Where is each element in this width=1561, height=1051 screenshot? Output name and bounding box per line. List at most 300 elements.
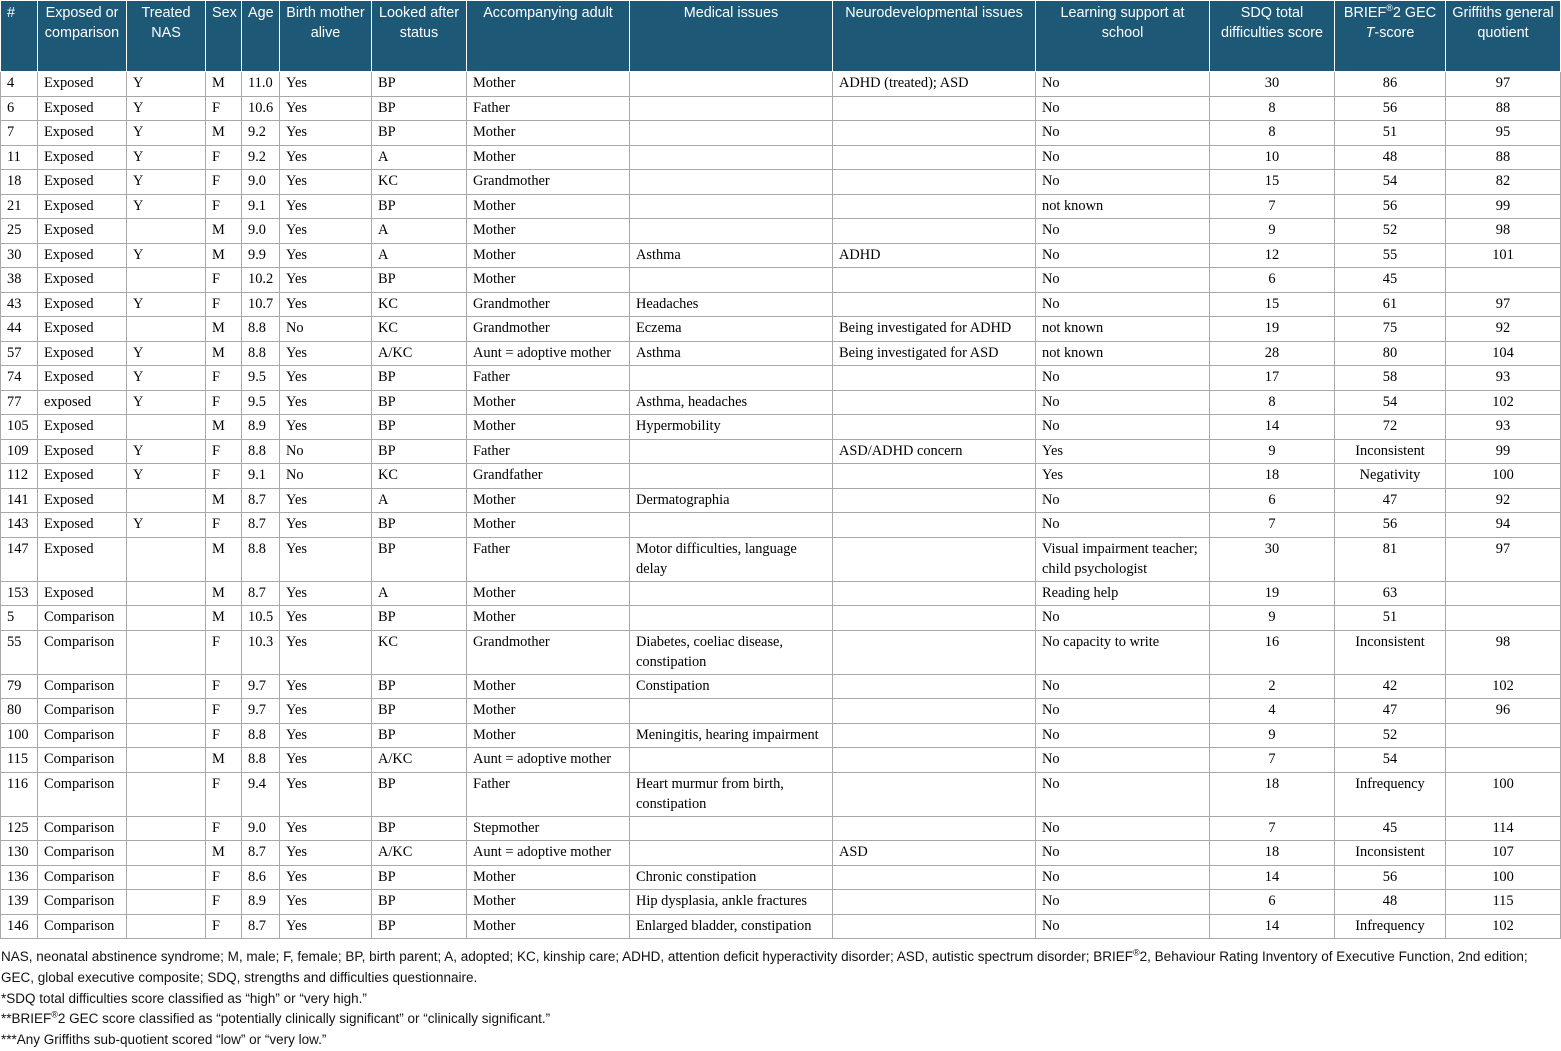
cell-group: Exposed	[38, 513, 127, 538]
cell-age: 8.6	[242, 865, 280, 890]
cell-brief-score: Inconsistent	[1335, 841, 1446, 866]
cell-treated-nas: Y	[127, 390, 206, 415]
cell-medical-issues	[630, 464, 833, 489]
cell-participant-id: 43	[1, 292, 38, 317]
cell-age: 10.7	[242, 292, 280, 317]
cell-sex: F	[206, 439, 242, 464]
cell-treated-nas: Y	[127, 96, 206, 121]
cell-birth-mother-alive: Yes	[280, 194, 372, 219]
cell-looked-after-status: BP	[372, 513, 467, 538]
cell-griffiths-quotient: 100	[1446, 772, 1561, 816]
cell-medical-issues	[630, 145, 833, 170]
cell-griffiths-quotient: 95	[1446, 121, 1561, 146]
cell-learning-support: No	[1036, 772, 1210, 816]
cell-medical-issues	[630, 366, 833, 391]
cell-birth-mother-alive: Yes	[280, 488, 372, 513]
cell-sex: M	[206, 317, 242, 342]
cell-brief-score: 56	[1335, 194, 1446, 219]
cell-accompanying-adult: Mother	[467, 219, 630, 244]
table-row	[1, 415, 1561, 440]
table-row	[1, 464, 1561, 489]
cell-birth-mother-alive: Yes	[280, 748, 372, 773]
cell-neurodevelopmental-issues	[833, 606, 1036, 631]
cell-sdq-score: 6	[1210, 890, 1335, 915]
cell-participant-id: 5	[1, 606, 38, 631]
cell-neurodevelopmental-issues	[833, 772, 1036, 816]
cell-accompanying-adult: Mother	[467, 723, 630, 748]
cell-brief-score: 81	[1335, 537, 1446, 581]
cell-group: Comparison	[38, 723, 127, 748]
brief-label: BRIEF	[1343, 5, 1387, 21]
cell-learning-support: No	[1036, 841, 1210, 866]
cell-learning-support: No	[1036, 699, 1210, 724]
col-header-griffiths: Griffiths general quotient	[1446, 1, 1561, 72]
cell-griffiths-quotient: 93	[1446, 415, 1561, 440]
cell-neurodevelopmental-issues: Being investigated for ASD	[833, 341, 1036, 366]
cell-learning-support: No	[1036, 865, 1210, 890]
col-header-brief	[1335, 1, 1446, 72]
cell-treated-nas: Y	[127, 513, 206, 538]
cell-participant-id: 116	[1, 772, 38, 816]
footnote-sdq: *SDQ total difficulties score classified as “high” or “very high.”	[1, 990, 367, 1006]
cell-participant-id: 18	[1, 170, 38, 195]
cell-participant-id: 4	[1, 72, 38, 97]
cell-neurodevelopmental-issues	[833, 581, 1036, 606]
cell-griffiths-quotient	[1446, 268, 1561, 293]
cell-accompanying-adult: Mother	[467, 390, 630, 415]
cell-participant-id: 25	[1, 219, 38, 244]
header-row	[1, 1, 1561, 72]
cell-treated-nas: Y	[127, 243, 206, 268]
cell-medical-issues	[630, 268, 833, 293]
col-header-adult: Accompanying adult	[467, 1, 630, 72]
cell-looked-after-status: KC	[372, 292, 467, 317]
cell-neurodevelopmental-issues	[833, 865, 1036, 890]
cell-birth-mother-alive: Yes	[280, 816, 372, 841]
cell-age: 8.7	[242, 914, 280, 939]
cell-medical-issues: Enlarged bladder, constipation	[630, 914, 833, 939]
cell-treated-nas	[127, 841, 206, 866]
col-header-age: Age	[242, 1, 280, 72]
cell-sdq-score: 18	[1210, 464, 1335, 489]
cell-neurodevelopmental-issues	[833, 630, 1036, 674]
cell-brief-score: 45	[1335, 816, 1446, 841]
cell-medical-issues	[630, 581, 833, 606]
cell-sex: M	[206, 243, 242, 268]
cell-age: 9.4	[242, 772, 280, 816]
cell-sdq-score: 28	[1210, 341, 1335, 366]
cell-brief-score: Infrequency	[1335, 772, 1446, 816]
cell-sdq-score: 30	[1210, 537, 1335, 581]
cell-griffiths-quotient: 94	[1446, 513, 1561, 538]
cell-birth-mother-alive: Yes	[280, 121, 372, 146]
cell-learning-support: not known	[1036, 194, 1210, 219]
cell-treated-nas	[127, 219, 206, 244]
cell-learning-support: No	[1036, 292, 1210, 317]
cell-sex: M	[206, 488, 242, 513]
cell-sex: F	[206, 292, 242, 317]
cell-birth-mother-alive: Yes	[280, 513, 372, 538]
cell-griffiths-quotient: 104	[1446, 341, 1561, 366]
cell-treated-nas: Y	[127, 170, 206, 195]
cell-griffiths-quotient: 100	[1446, 865, 1561, 890]
cell-participant-id: 112	[1, 464, 38, 489]
table-row	[1, 513, 1561, 538]
cell-neurodevelopmental-issues	[833, 513, 1036, 538]
cell-participant-id: 11	[1, 145, 38, 170]
cell-birth-mother-alive: Yes	[280, 723, 372, 748]
cell-group: Exposed	[38, 243, 127, 268]
cell-birth-mother-alive: Yes	[280, 890, 372, 915]
cell-accompanying-adult: Mother	[467, 890, 630, 915]
cell-treated-nas: Y	[127, 341, 206, 366]
footnote-griffiths: ***Any Griffiths sub-quotient scored “low” or “very low.”	[1, 1032, 327, 1048]
cell-accompanying-adult: Grandmother	[467, 170, 630, 195]
cell-learning-support: No	[1036, 96, 1210, 121]
cell-treated-nas	[127, 488, 206, 513]
cell-sdq-score: 9	[1210, 606, 1335, 631]
cell-accompanying-adult: Grandmother	[467, 292, 630, 317]
cell-age: 8.8	[242, 317, 280, 342]
cell-accompanying-adult: Aunt = adoptive mother	[467, 748, 630, 773]
table-row	[1, 96, 1561, 121]
cell-age: 8.9	[242, 890, 280, 915]
cell-medical-issues: Constipation	[630, 674, 833, 699]
table-row	[1, 243, 1561, 268]
cell-participant-id: 153	[1, 581, 38, 606]
cell-sex: F	[206, 464, 242, 489]
cell-sdq-score: 8	[1210, 121, 1335, 146]
cell-participant-id: 30	[1, 243, 38, 268]
cell-age: 9.9	[242, 243, 280, 268]
cell-learning-support: No	[1036, 488, 1210, 513]
cell-medical-issues: Asthma, headaches	[630, 390, 833, 415]
cell-brief-score: 42	[1335, 674, 1446, 699]
cell-griffiths-quotient: 88	[1446, 145, 1561, 170]
cell-sex: F	[206, 630, 242, 674]
cell-group: Comparison	[38, 914, 127, 939]
cell-neurodevelopmental-issues	[833, 170, 1036, 195]
cell-sex: F	[206, 674, 242, 699]
cell-sdq-score: 30	[1210, 72, 1335, 97]
cell-sex: M	[206, 748, 242, 773]
cell-sex: F	[206, 890, 242, 915]
cell-sdq-score: 9	[1210, 723, 1335, 748]
cell-birth-mother-alive: Yes	[280, 341, 372, 366]
cell-birth-mother-alive: Yes	[280, 772, 372, 816]
cell-sdq-score: 9	[1210, 439, 1335, 464]
cell-age: 9.5	[242, 390, 280, 415]
cell-brief-score: 54	[1335, 390, 1446, 415]
cell-group: Exposed	[38, 537, 127, 581]
cell-birth-mother-alive: Yes	[280, 96, 372, 121]
table-row	[1, 748, 1561, 773]
cell-learning-support: No	[1036, 390, 1210, 415]
cell-birth-mother-alive: No	[280, 439, 372, 464]
cell-accompanying-adult: Father	[467, 772, 630, 816]
table-footnotes	[1, 947, 1559, 1051]
cell-treated-nas: Y	[127, 121, 206, 146]
cell-participant-id: 147	[1, 537, 38, 581]
cell-looked-after-status: BP	[372, 439, 467, 464]
cell-neurodevelopmental-issues: ASD/ADHD concern	[833, 439, 1036, 464]
cell-group: Exposed	[38, 439, 127, 464]
cell-treated-nas: Y	[127, 464, 206, 489]
cell-age: 11.0	[242, 72, 280, 97]
cell-accompanying-adult: Mother	[467, 865, 630, 890]
cell-participant-id: 77	[1, 390, 38, 415]
cell-participant-id: 44	[1, 317, 38, 342]
cell-accompanying-adult: Mother	[467, 674, 630, 699]
cell-age: 8.7	[242, 841, 280, 866]
table-row	[1, 488, 1561, 513]
cell-medical-issues: Dermatographia	[630, 488, 833, 513]
footnote-abbrev-text-2: 2, Behaviour Rating Inventory of Executive Function, 2nd edition; GEC, global executive composite; SDQ, strengths and difficulties questionnaire.	[1, 949, 1528, 985]
cell-sdq-score: 16	[1210, 630, 1335, 674]
cell-accompanying-adult: Mother	[467, 606, 630, 631]
cell-age: 9.0	[242, 219, 280, 244]
cell-medical-issues	[630, 816, 833, 841]
brief-gec-label: 2 GEC	[1392, 5, 1437, 21]
cell-looked-after-status: A	[372, 488, 467, 513]
cell-looked-after-status: BP	[372, 772, 467, 816]
cell-group: Exposed	[38, 72, 127, 97]
cell-medical-issues	[630, 699, 833, 724]
table-row	[1, 865, 1561, 890]
cell-griffiths-quotient: 97	[1446, 292, 1561, 317]
cell-neurodevelopmental-issues	[833, 366, 1036, 391]
cell-sdq-score: 6	[1210, 488, 1335, 513]
cell-treated-nas	[127, 914, 206, 939]
cell-neurodevelopmental-issues	[833, 748, 1036, 773]
cell-griffiths-quotient: 101	[1446, 243, 1561, 268]
cell-brief-score: 48	[1335, 145, 1446, 170]
registered-mark: ®	[1133, 947, 1140, 958]
cell-brief-score: 86	[1335, 72, 1446, 97]
cell-brief-score: 51	[1335, 121, 1446, 146]
table-row	[1, 72, 1561, 97]
cell-sex: M	[206, 537, 242, 581]
cell-sdq-score: 9	[1210, 219, 1335, 244]
cell-learning-support: Visual impairment teacher; child psychologist	[1036, 537, 1210, 581]
cell-group: Comparison	[38, 841, 127, 866]
cell-sex: M	[206, 581, 242, 606]
cell-looked-after-status: BP	[372, 537, 467, 581]
cell-participant-id: 141	[1, 488, 38, 513]
cell-learning-support: Yes	[1036, 464, 1210, 489]
cell-brief-score: 72	[1335, 415, 1446, 440]
cell-age: 9.2	[242, 145, 280, 170]
cell-brief-score: 56	[1335, 865, 1446, 890]
cell-looked-after-status: A	[372, 219, 467, 244]
cell-sex: F	[206, 145, 242, 170]
cell-looked-after-status: BP	[372, 96, 467, 121]
cell-group: Exposed	[38, 292, 127, 317]
cell-looked-after-status: A/KC	[372, 341, 467, 366]
brief-t-label: T	[1365, 25, 1375, 41]
cell-age: 9.7	[242, 674, 280, 699]
brief-score-label: -score	[1374, 25, 1415, 41]
cell-neurodevelopmental-issues	[833, 464, 1036, 489]
cell-participant-id: 105	[1, 415, 38, 440]
table-row	[1, 630, 1561, 674]
footnote-abbrev-text: NAS, neonatal abstinence syndrome; M, male; F, female; BP, birth parent; A, adopted; KC, kinship care; ADHD, attention deficit hyperactivity disorder; ASD, autistic spectrum disorder; BRIEF	[1, 949, 1134, 964]
cell-brief-score: 56	[1335, 513, 1446, 538]
col-header-neuro: Neurodevelopmental issues	[833, 1, 1036, 72]
cell-treated-nas	[127, 816, 206, 841]
cell-sdq-score: 7	[1210, 513, 1335, 538]
cell-looked-after-status: BP	[372, 723, 467, 748]
cell-neurodevelopmental-issues: ADHD (treated); ASD	[833, 72, 1036, 97]
footnote-abbreviations	[1, 947, 1559, 989]
cell-brief-score: 45	[1335, 268, 1446, 293]
cell-brief-score: 80	[1335, 341, 1446, 366]
cell-treated-nas: Y	[127, 145, 206, 170]
cell-learning-support: No	[1036, 890, 1210, 915]
cell-brief-score: 61	[1335, 292, 1446, 317]
cell-group: Exposed	[38, 96, 127, 121]
cell-sdq-score: 18	[1210, 772, 1335, 816]
cell-group: Exposed	[38, 488, 127, 513]
cell-brief-score: 47	[1335, 488, 1446, 513]
cell-participant-id: 80	[1, 699, 38, 724]
cell-participant-id: 130	[1, 841, 38, 866]
cell-birth-mother-alive: Yes	[280, 390, 372, 415]
col-header-group: Exposed or comparison	[38, 1, 127, 72]
cell-looked-after-status: KC	[372, 170, 467, 195]
cell-accompanying-adult: Aunt = adoptive mother	[467, 341, 630, 366]
cell-medical-issues: Eczema	[630, 317, 833, 342]
cell-learning-support: No	[1036, 723, 1210, 748]
cell-treated-nas	[127, 674, 206, 699]
cell-birth-mother-alive: Yes	[280, 366, 372, 391]
table-row	[1, 772, 1561, 816]
cell-medical-issues: Diabetes, coeliac disease, constipation	[630, 630, 833, 674]
cell-griffiths-quotient: 102	[1446, 674, 1561, 699]
cell-accompanying-adult: Father	[467, 439, 630, 464]
cell-sex: F	[206, 268, 242, 293]
cell-birth-mother-alive: Yes	[280, 914, 372, 939]
cell-birth-mother-alive: Yes	[280, 865, 372, 890]
cell-sdq-score: 6	[1210, 268, 1335, 293]
cell-learning-support: No	[1036, 914, 1210, 939]
cell-looked-after-status: A/KC	[372, 841, 467, 866]
table-body	[1, 72, 1561, 939]
cell-age: 10.6	[242, 96, 280, 121]
cell-participant-id: 143	[1, 513, 38, 538]
cell-group: Exposed	[38, 268, 127, 293]
cell-age: 9.1	[242, 194, 280, 219]
cell-brief-score: 52	[1335, 723, 1446, 748]
cell-learning-support: No	[1036, 268, 1210, 293]
cell-learning-support: No	[1036, 170, 1210, 195]
table-row	[1, 170, 1561, 195]
cell-sdq-score: 2	[1210, 674, 1335, 699]
cell-birth-mother-alive: Yes	[280, 145, 372, 170]
cell-sex: F	[206, 816, 242, 841]
col-header-num: #	[1, 1, 38, 72]
cell-learning-support: not known	[1036, 341, 1210, 366]
cell-medical-issues: Asthma	[630, 243, 833, 268]
cell-birth-mother-alive: No	[280, 464, 372, 489]
table-row	[1, 366, 1561, 391]
cell-accompanying-adult: Mother	[467, 699, 630, 724]
cell-griffiths-quotient	[1446, 581, 1561, 606]
table-row	[1, 439, 1561, 464]
cell-medical-issues	[630, 748, 833, 773]
cell-looked-after-status: BP	[372, 390, 467, 415]
cell-sex: F	[206, 390, 242, 415]
cell-griffiths-quotient: 88	[1446, 96, 1561, 121]
cell-participant-id: 125	[1, 816, 38, 841]
cell-accompanying-adult: Grandmother	[467, 317, 630, 342]
cell-accompanying-adult: Mother	[467, 243, 630, 268]
cell-age: 10.5	[242, 606, 280, 631]
cell-medical-issues: Hypermobility	[630, 415, 833, 440]
cell-griffiths-quotient: 96	[1446, 699, 1561, 724]
cell-neurodevelopmental-issues	[833, 914, 1036, 939]
cell-neurodevelopmental-issues: ASD	[833, 841, 1036, 866]
cell-griffiths-quotient: 93	[1446, 366, 1561, 391]
cell-age: 9.1	[242, 464, 280, 489]
cell-brief-score: 54	[1335, 170, 1446, 195]
cell-neurodevelopmental-issues	[833, 816, 1036, 841]
cell-group: Exposed	[38, 121, 127, 146]
cell-sex: F	[206, 170, 242, 195]
cell-birth-mother-alive: Yes	[280, 170, 372, 195]
cell-age: 9.0	[242, 816, 280, 841]
cell-sdq-score: 15	[1210, 292, 1335, 317]
cell-group: Exposed	[38, 317, 127, 342]
cell-participant-id: 100	[1, 723, 38, 748]
table-row	[1, 841, 1561, 866]
cell-looked-after-status: BP	[372, 366, 467, 391]
table-row	[1, 194, 1561, 219]
cell-looked-after-status: BP	[372, 415, 467, 440]
cell-neurodevelopmental-issues	[833, 488, 1036, 513]
table-row	[1, 268, 1561, 293]
cell-looked-after-status: BP	[372, 890, 467, 915]
cell-sdq-score: 7	[1210, 748, 1335, 773]
cell-sdq-score: 12	[1210, 243, 1335, 268]
cell-looked-after-status: KC	[372, 317, 467, 342]
cell-age: 8.8	[242, 723, 280, 748]
cell-group: Exposed	[38, 464, 127, 489]
cell-looked-after-status: BP	[372, 121, 467, 146]
cell-age: 9.5	[242, 366, 280, 391]
cell-treated-nas	[127, 415, 206, 440]
cell-participant-id: 57	[1, 341, 38, 366]
cell-medical-issues	[630, 606, 833, 631]
cell-group: exposed	[38, 390, 127, 415]
cell-learning-support: No	[1036, 145, 1210, 170]
cell-treated-nas: Y	[127, 366, 206, 391]
cell-griffiths-quotient: 97	[1446, 72, 1561, 97]
cell-accompanying-adult: Grandfather	[467, 464, 630, 489]
table-row	[1, 816, 1561, 841]
cell-medical-issues: Chronic constipation	[630, 865, 833, 890]
col-header-learning: Learning support at school	[1036, 1, 1210, 72]
cell-looked-after-status: KC	[372, 630, 467, 674]
cell-birth-mother-alive: Yes	[280, 581, 372, 606]
cell-treated-nas: Y	[127, 292, 206, 317]
cell-age: 8.7	[242, 513, 280, 538]
cell-neurodevelopmental-issues	[833, 145, 1036, 170]
cell-participant-id: 79	[1, 674, 38, 699]
footnote-brief-text-2: 2 GEC score classified as “potentially clinically significant” or “clinically significant.”	[57, 1011, 551, 1027]
table-row	[1, 699, 1561, 724]
cell-sdq-score: 15	[1210, 170, 1335, 195]
